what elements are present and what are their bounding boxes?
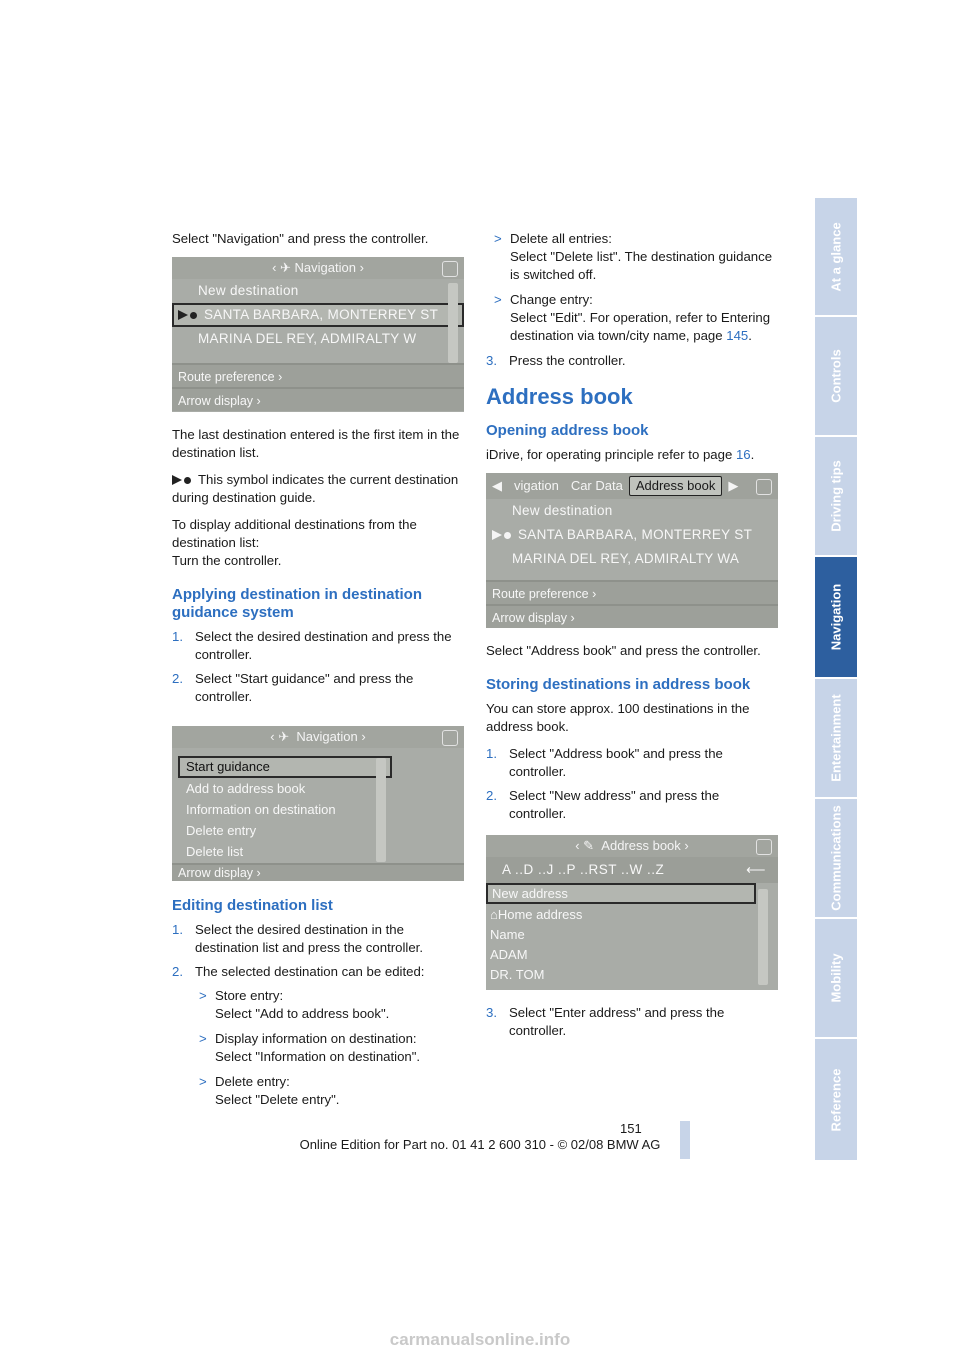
paragraph: The last destination entered is the first item in the destination list. [172, 427, 460, 460]
page-link[interactable]: 16 [735, 447, 751, 462]
tab-navigation[interactable]: vigation [514, 478, 559, 493]
menu-item[interactable]: Information on destination [186, 802, 336, 817]
page-link[interactable]: 145 [726, 328, 749, 343]
list-item-current[interactable]: SANTA BARBARA, MONTERREY ST [172, 303, 464, 327]
address-book-tab-screen [486, 473, 778, 628]
sub-item: > Display information on destination: Select "Information on destination". [199, 1031, 421, 1064]
menu-item[interactable]: Delete list [186, 844, 244, 859]
screen-header: ‹ ✈ Navigation › [172, 257, 464, 279]
address-book-screen [486, 835, 778, 990]
current-destination-icon [492, 523, 518, 547]
step: 1. Select "Address book" and press the controller. [486, 746, 723, 779]
paragraph: You can store approx. 100 destinations in the address book. [486, 701, 750, 734]
menu-item[interactable]: Route preference › [172, 363, 464, 387]
alphabet-selector[interactable]: A ..D ..J ..P ..RST ..W ..Z ⟵ [486, 857, 778, 883]
sub-item: > Delete entry: Select "Delete entry". [199, 1074, 340, 1107]
menu-item[interactable]: Route preference › [486, 580, 778, 604]
step: 1. Select the desired destination and press the controller. [172, 629, 452, 662]
list-item[interactable]: ⌂Home address [490, 907, 583, 922]
tab-mobility[interactable]: Mobility [815, 919, 857, 1039]
paragraph: Select "Address book" and press the controller. [486, 643, 761, 658]
tab-navigation[interactable]: Navigation [815, 557, 857, 679]
tab-bar: ◀ vigation Car Data Address book ▶ [486, 473, 778, 499]
menu-item[interactable]: Arrow display › [172, 387, 464, 411]
back-arrow-icon: ⟵ [746, 862, 766, 877]
step: 1. Select the desired destination in the destination list and press the controller. [172, 922, 423, 955]
intro-text: Select "Navigation" and press the controller. [172, 231, 429, 246]
right-column [486, 230, 778, 1046]
menu-item[interactable]: Add to address book [186, 781, 306, 796]
list-item[interactable]: Name [490, 927, 525, 942]
list-item[interactable]: MARINA DEL REY, ADMIRALTY WA [512, 551, 740, 566]
option-icon [756, 479, 772, 495]
paragraph: This symbol indicates the current destination during destination guide. [172, 472, 459, 505]
scrollbar[interactable] [448, 283, 458, 363]
tab-controls[interactable]: Controls [815, 317, 857, 437]
step: 2. Select "New address" and press the controller. [486, 788, 720, 821]
menu-item[interactable]: Arrow display › [172, 863, 464, 881]
footer: Online Edition for Part no. 01 41 2 600 310 - © 02/08 BMW AG [299, 1137, 661, 1152]
sub-item: > Change entry: Select "Edit". For operation, refer to Entering destination via town/city name, page 145. [494, 292, 771, 343]
left-column [172, 230, 464, 1116]
tab-driving-tips[interactable]: Driving tips [815, 437, 857, 557]
list-item[interactable]: MARINA DEL REY, ADMIRALTY W [198, 331, 417, 346]
list-item[interactable]: New destination [198, 283, 299, 298]
tab-car-data[interactable]: Car Data [570, 478, 623, 493]
list-item-current[interactable]: SANTA BARBARA, MONTERREY ST [486, 523, 778, 547]
tab-entertainment[interactable]: Entertainment [815, 679, 857, 799]
menu-item-start-guidance[interactable]: Start guidance [178, 756, 392, 778]
chapter-heading: Address book [486, 384, 633, 409]
menu-item[interactable]: Delete entry [186, 823, 257, 838]
navigation-screen [172, 257, 464, 412]
chapter-tabs [815, 198, 857, 1160]
page-number: 151 [620, 1121, 642, 1136]
step: 2. Select "Start guidance" and press the controller. [172, 671, 414, 704]
section-heading: Opening address book [486, 422, 649, 439]
step: 3. Select "Enter address" and press the controller. [486, 1005, 725, 1038]
paragraph: To display additional destinations from the destination list: [172, 517, 417, 550]
list-item-new-address[interactable]: New address [486, 883, 756, 904]
screen-header: ‹ ✎ Address book › [486, 835, 778, 857]
current-destination-icon [178, 305, 204, 325]
screen-header: ‹ ✈ Navigation › [172, 726, 464, 748]
navigation-menu-screen [172, 726, 464, 881]
section-heading: Storing destinations in address book [486, 676, 751, 693]
home-icon: ⌂ [490, 907, 498, 922]
tab-at-a-glance[interactable]: At a glance [815, 198, 857, 317]
paragraph: iDrive, for operating principle refer to page 16. [486, 447, 755, 462]
section-heading: Editing destination list [172, 897, 333, 914]
current-destination-icon [172, 471, 198, 489]
tab-address-book[interactable]: Address book [629, 476, 723, 496]
scrollbar[interactable] [758, 889, 768, 985]
list-item[interactable]: ADAM [490, 947, 528, 962]
option-icon [756, 839, 772, 855]
tab-reference[interactable]: Reference [815, 1039, 857, 1162]
menu-item[interactable]: Arrow display › [486, 604, 778, 628]
option-icon [442, 261, 458, 277]
paragraph: Turn the controller. [172, 553, 282, 568]
list-item[interactable]: DR. TOM [490, 967, 545, 982]
step: 2. The selected destination can be edited: [172, 964, 425, 979]
sub-item: > Store entry: Select "Add to address book". [199, 988, 390, 1021]
scrollbar[interactable] [376, 758, 386, 862]
step: 3. Press the controller. [486, 353, 626, 368]
nav-icon: ‹ ✈ [272, 260, 291, 275]
option-icon [442, 730, 458, 746]
watermark: carmanualsonline.info [389, 1330, 571, 1349]
sub-item: > Delete all entries: Select "Delete list". The destination guidance is switched off. [494, 231, 773, 282]
list-item[interactable]: New destination [512, 503, 613, 518]
section-heading: Applying destination in destination guidance system [172, 586, 422, 621]
tab-communications[interactable]: Communications [815, 799, 857, 919]
